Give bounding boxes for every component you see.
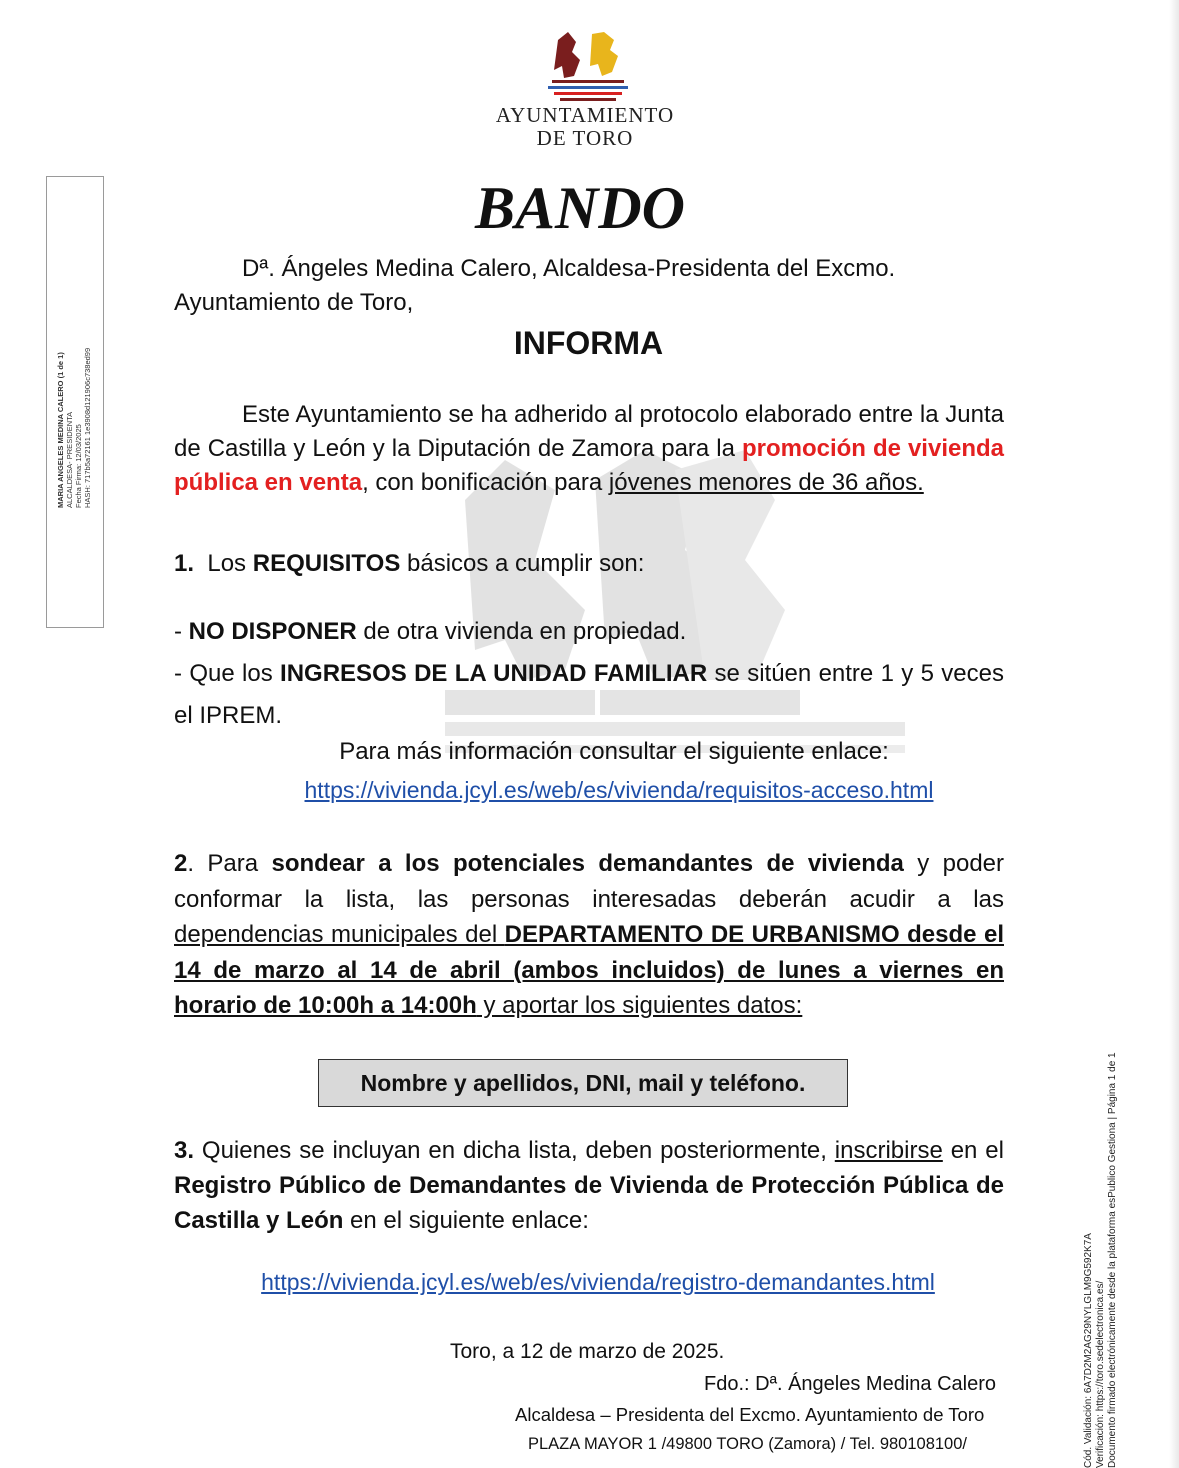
s1-num: 1.	[174, 550, 195, 577]
s3-bold1: Registro Público de Demandantes de Vivienda de Protección Pública de Castilla y León	[174, 1172, 1004, 1234]
paragraph-1	[174, 398, 1004, 500]
p1-highlight: promoción de vivienda pública en venta	[174, 435, 1005, 496]
requirement-1	[174, 615, 1004, 649]
footer-address: PLAZA MAYOR 1 /49800 TORO (Zamora) / Tel. 980108100/	[528, 1435, 967, 1453]
req2-bold: INGRESOS DE LA UNIDAD FAMILIAR	[280, 660, 708, 687]
p1-underlined: jóvenes menores de 36 años.	[608, 469, 924, 496]
intro-line2: Ayuntamiento de Toro,	[174, 289, 414, 316]
s2-under1: dependencias municipales del	[174, 921, 505, 948]
page-edge-shadow	[1169, 0, 1179, 1468]
s1-text2: básicos a cumplir son:	[400, 550, 645, 577]
intro-line1: Dª. Ángeles Medina Calero, Alcaldesa-Presidenta del Excmo.	[242, 255, 896, 282]
footer-role: Alcaldesa – Presidenta del Excmo. Ayuntamiento de Toro	[515, 1404, 985, 1425]
s2-under-bold: DEPARTAMENTO DE URBANISMO desde el 14 de marzo al 14 de abril (ambos incluidos) de lunes a viernes en horario de 10:00h a 14:00h	[174, 921, 1004, 1019]
verification-text	[1083, 978, 1119, 1468]
req1-bold: NO DISPONER	[188, 618, 357, 645]
logo-text	[480, 104, 690, 150]
req1-dash: -	[174, 618, 189, 645]
link-2-wrap	[0, 1265, 1179, 1300]
section-3	[174, 1133, 1004, 1238]
s2-text1: . Para	[187, 850, 272, 877]
logo-line2: DE TORO	[536, 126, 634, 150]
required-data-box: Nombre y apellidos, DNI, mail y teléfono.	[318, 1059, 848, 1107]
s3-text3: en el siguiente enlace:	[343, 1207, 589, 1234]
more-info-text: Para más información consultar el siguiente enlace:	[339, 738, 889, 765]
document-title: BANDO	[474, 175, 686, 241]
stamp-line2: ALCALDESA- PRESIDENTA	[65, 411, 74, 508]
verify-line3: Documento firmado electrónicamente desde la plataforma esPublico Gestiona | Página 1 de 1	[1107, 1052, 1118, 1468]
section-1-heading	[174, 547, 1004, 581]
p1-text2: , con bonificación para	[362, 469, 609, 496]
ayuntamiento-logo-icon	[548, 30, 628, 102]
req1-text: de otra vivienda en propiedad.	[356, 618, 687, 645]
s2-text2: y poder conformar la lista, las personas interesadas deberán acudir a las	[174, 850, 1005, 913]
stamp-line1: MARIA ANGELES MEDINA CALERO (1 de 1)	[56, 352, 65, 508]
stamp-line4: HASH: 717b5a72161 1e3908d121906c738ed99	[83, 347, 92, 508]
s1-text1: Los	[207, 550, 253, 577]
s2-under2: y aportar los siguientes datos:	[476, 992, 803, 1019]
link-1-wrap	[0, 773, 1179, 808]
verify-line2: Verificación: https://toro.sedelectronica.es/	[1095, 1280, 1106, 1468]
s2-num: 2	[174, 850, 188, 877]
footer-signed: Fdo.: Dª. Ángeles Medina Calero	[704, 1373, 996, 1395]
informa-heading: INFORMA	[513, 325, 664, 361]
intro	[174, 252, 1004, 320]
s3-under1: inscribirse	[834, 1137, 943, 1164]
req2-text: se sitúen entre 1 y 5 veces el IPREM.	[174, 660, 1004, 729]
s2-bold1: sondear a los potenciales demandantes de vivienda	[271, 850, 904, 877]
registro-link[interactable]: https://vivienda.jcyl.es/web/es/vivienda/registro-demandantes.html	[261, 1269, 935, 1295]
requirement-2	[174, 653, 1004, 737]
s1-bold: REQUISITOS	[252, 550, 401, 577]
s3-text2: en el	[942, 1137, 1004, 1164]
footer-date: Toro, a 12 de marzo de 2025.	[450, 1340, 725, 1363]
logo-line1: AYUNTAMIENTO	[495, 103, 675, 127]
s3-text1: Quienes se incluyan en dicha lista, deben posteriormente,	[194, 1137, 835, 1164]
verify-line1: Cód. Validación: 6A7D2M2AG29NYLGLM9G592K7A	[1083, 1233, 1094, 1468]
stamp-line3: Fecha Firma: 12/03/2025	[74, 424, 83, 508]
s3-num: 3.	[174, 1137, 195, 1164]
section-2	[174, 846, 1004, 1024]
req2-dash: - Que los	[174, 660, 281, 687]
requisitos-link[interactable]: https://vivienda.jcyl.es/web/es/vivienda/requisitos-acceso.html	[304, 777, 934, 803]
p1-text1: Este Ayuntamiento se ha adherido al protocolo elaborado entre la Junta de Castilla y León y la Diputación de Zamora para la	[174, 401, 1004, 462]
